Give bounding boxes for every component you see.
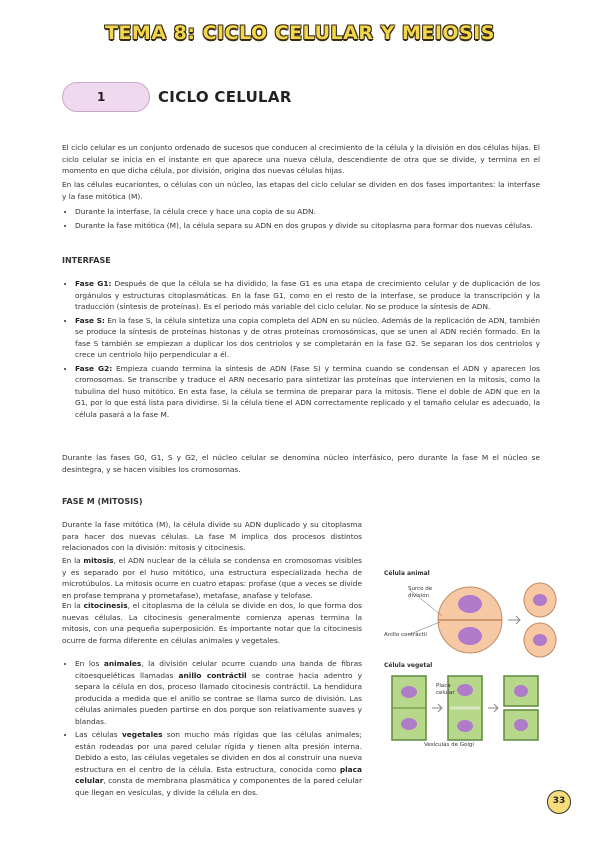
phase-label: Fase G2: (75, 363, 113, 373)
fasem-paragraph-1: Durante la fase mitótica (M), la célula divide su ADN duplicado y su citoplasma para hacer dos nuevas células. La fase M implica dos procesos distintos relacionados con la división: mitosis y citocinesis. (62, 520, 362, 552)
plant-cell-figure (390, 672, 560, 744)
label-placa: Placa celular (436, 683, 455, 696)
list-item (75, 363, 540, 421)
list-item (75, 278, 540, 313)
label-anillo: Anillo contráctil (384, 632, 427, 638)
nucleus (458, 595, 482, 613)
intro-paragraph-2: En las células eucariontes, o células con un núcleo, las etapas del ciclo celular se dividen en dos fases importantes: la interfase y la fase mitótica (M). (62, 180, 540, 201)
phase-text: Después de que la célula se ha dividido, la fase G1 es una etapa de crecimiento celular y de duplicación de los orgánulos y estructuras citoplasmáticas. En la fase G1, como en el resto de la interfase, se produce la transcripción y la traducción (síntesis de proteínas). Es el periodo más variable del ciclo celular. No se produce la síntesis de ADN. (75, 279, 540, 311)
list-item (75, 315, 540, 361)
list-item: • Las células vegetales son mucho más rígidas que las células animales; están rodeadas por una pared celular rígida y tienen alta presión interna. Debido a esto, las células vegetales se dividen en dos al construir una nueva estructura en el centro de la célula. Esta estructura, conocida como placa celular, consta de membrana plasmática y componentes de la pared celular que llegan en vesículas, y divide la célula en dos. (75, 729, 362, 798)
figure-animal-title: Célula animal (384, 570, 430, 577)
interfase-heading: INTERFASE (62, 256, 111, 265)
fasem-paragraph-3: En la citocinesis, el citoplasma de la célula se divide en dos, lo que forma dos nuevas células. La citocinesis generalmente comienza apenas termina la mitosis, con una pequeña superposición. Es importante notar que la citocinesis ocurre de forma diferente en células animales y vegetales. (62, 601, 362, 645)
section-title: CICLO CELULAR (158, 88, 292, 106)
fasem-list (62, 658, 362, 800)
list-item: • Durante la interfase, la célula crece y hace una copia de su ADN. (75, 206, 540, 218)
phase-text: Empieza cuando termina la síntesis de ADN (Fase S) y termina cuando se condensan el ADN y aparecen los cromosomas. Se transcribe y traduce el ARN necesario para sintetizar las proteínas que intervienen en la mitosis, como la tubulina del huso mitótico. En esta fase, la célula se termina de preparar para la mitosis. Tiene el doble de ADN que en la G1, por lo que está lista para dividirse. Si la célula tiene el ADN correctamente replicado y el tamaño celular es adecuado, la célula pasará a la fase M. (75, 363, 540, 419)
phase-label: Fase G1: (75, 279, 112, 288)
arrow-icon (508, 616, 520, 624)
arrow-icon (488, 704, 498, 712)
arrow-icon (432, 704, 442, 712)
phase-text: En la fase S, la célula sintetiza una copia completa del ADN en su núcleo. Además de la replicación de ADN, también se produce la síntesis de proteínas histonas y de otras proteínas cromosómicas, que se unen al ADN recién formado. En la fase S también se empiezan a duplicar los dos centriolos y se completarán en la fase G2. Se separan los dos centriolos y crece un centriolo hijo perpendicular a él. (75, 315, 540, 359)
nucleus (458, 627, 482, 645)
fasem-heading: FASE M (MITOSIS) (62, 497, 143, 506)
list-item: • Durante la fase mitótica (M), la célula separa su ADN en dos grupos y divide su citoplasma para formar dos nuevas células. (75, 220, 540, 232)
fasem-paragraph-2: En la mitosis, el ADN nuclear de la célula se condensa en cromosomas visibles y es separado por el huso mitótico, una estructura especializada hecha de microtúbulos. La mitosis ocurre en cuatro etapas: profase (que a veces se divide en profase temprana y prometafase), metafase, anafase y telofase. (62, 556, 362, 600)
figure-plant-title: Célula vegetal (384, 662, 433, 669)
label-vesiculas: Vesículas de Golgi (424, 742, 474, 748)
label-surco: Surco de división (408, 586, 433, 599)
list-item: • En los animales, la división celular ocurre cuando una banda de fibras citoesqueléticas llamadas anillo contráctil se contrae hacia adentro y separa la célula en dos, proceso llamado citocinesis contráctil. La hendidura producida a medida que el anillo se contrae se llama surco de división. Las células animales pueden partirse en dos porque son relativamente suaves y blandas. (75, 658, 362, 727)
page-number: 33 (547, 790, 571, 814)
intro-list (62, 206, 540, 233)
intro-paragraph-1: El ciclo celular es un conjunto ordenado de sucesos que conducen al crecimiento de la célula y la división en dos células hijas. El ciclo celular se inicia en el instante en que aparece una nueva célula, descendiente de otra que se divide, y termina en el momento en que dicha célula, por división, origina dos nuevas células hijas. (62, 143, 540, 175)
phase-label: Fase S: (75, 315, 105, 325)
interfase-closing: Durante las fases G0, G1, S y G2, el núcleo celular se denomina núcleo interfásico, pero durante la fase M el núcleo se desintegra, y se hacen visibles los cromosomas. (62, 453, 540, 474)
interfase-list (62, 278, 540, 422)
page-title: TEMA 8: CICLO CELULAR Y MEIOSIS (104, 22, 495, 44)
section-number-badge: 1 (62, 82, 150, 112)
